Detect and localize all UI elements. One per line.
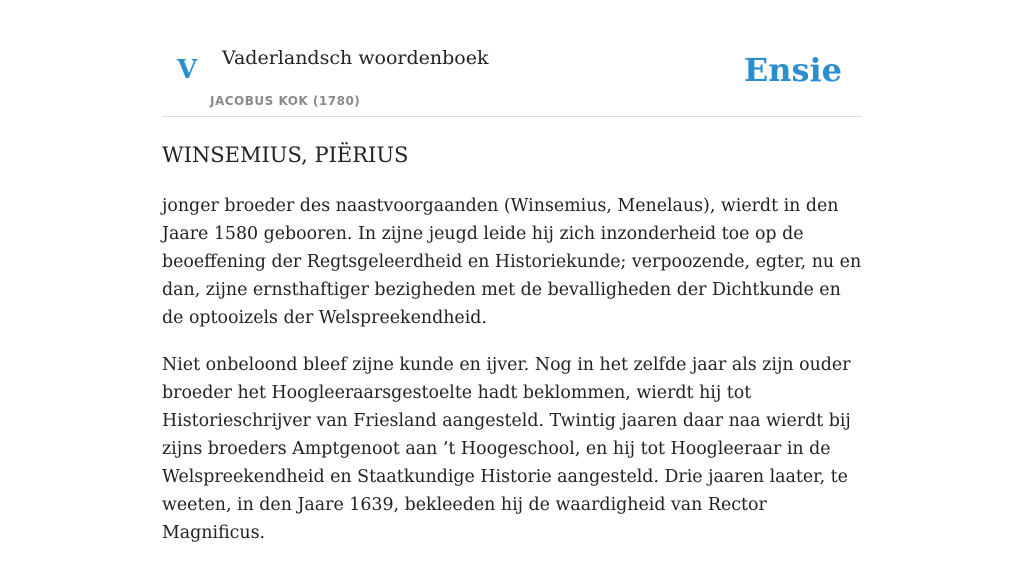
book-letter-logo[interactable]: V (177, 55, 198, 85)
book-author: JACOBUS KOK (1780) (210, 94, 361, 108)
ensie-logo-link[interactable]: Ensie (743, 51, 842, 89)
entry-title: WINSEMIUS, PIËRIUS (162, 143, 409, 167)
page-header (162, 0, 862, 117)
entry-paragraph: jonger broeder des naastvoorgaanden (Winsemius, Menelaus), wierdt in den Jaare 1580 gebooren. In zijne jeugd leide hij zich inzonderheid toe op de beoeffening der Regtsgeleerdheid en Historiekunde; verpoozende, egter, nu en dan, zijne ernsthaftiger bezigheden met de bevalligheden der Dichtkunde en de optooizels der Welspreekendheid. (162, 196, 862, 328)
book-title-link[interactable]: Vaderlandsch woordenboek (222, 47, 489, 69)
entry-body (162, 192, 867, 566)
content-column (162, 0, 862, 543)
entry-paragraph: Niet onbeloond bleef zijne kunde en ijver. Nog in het zelfde jaar als zijn ouder broeder het Hoogleeraarsgestoelte hadt beklommen, wierdt hij tot Historieschrijver van Friesland aangesteld. Twintig jaaren daar naa wierdt bij zijns broeders Amptgenoot aan ’t Hoogeschool, en hij tot Hoogleeraar in de Welspreekendheid en Staatkundige Historie aangesteld. Drie jaaren laater, te weeten, in den Jaare 1639, bekleeden hij de waardigheid van Rector Magnificus. (162, 355, 851, 543)
